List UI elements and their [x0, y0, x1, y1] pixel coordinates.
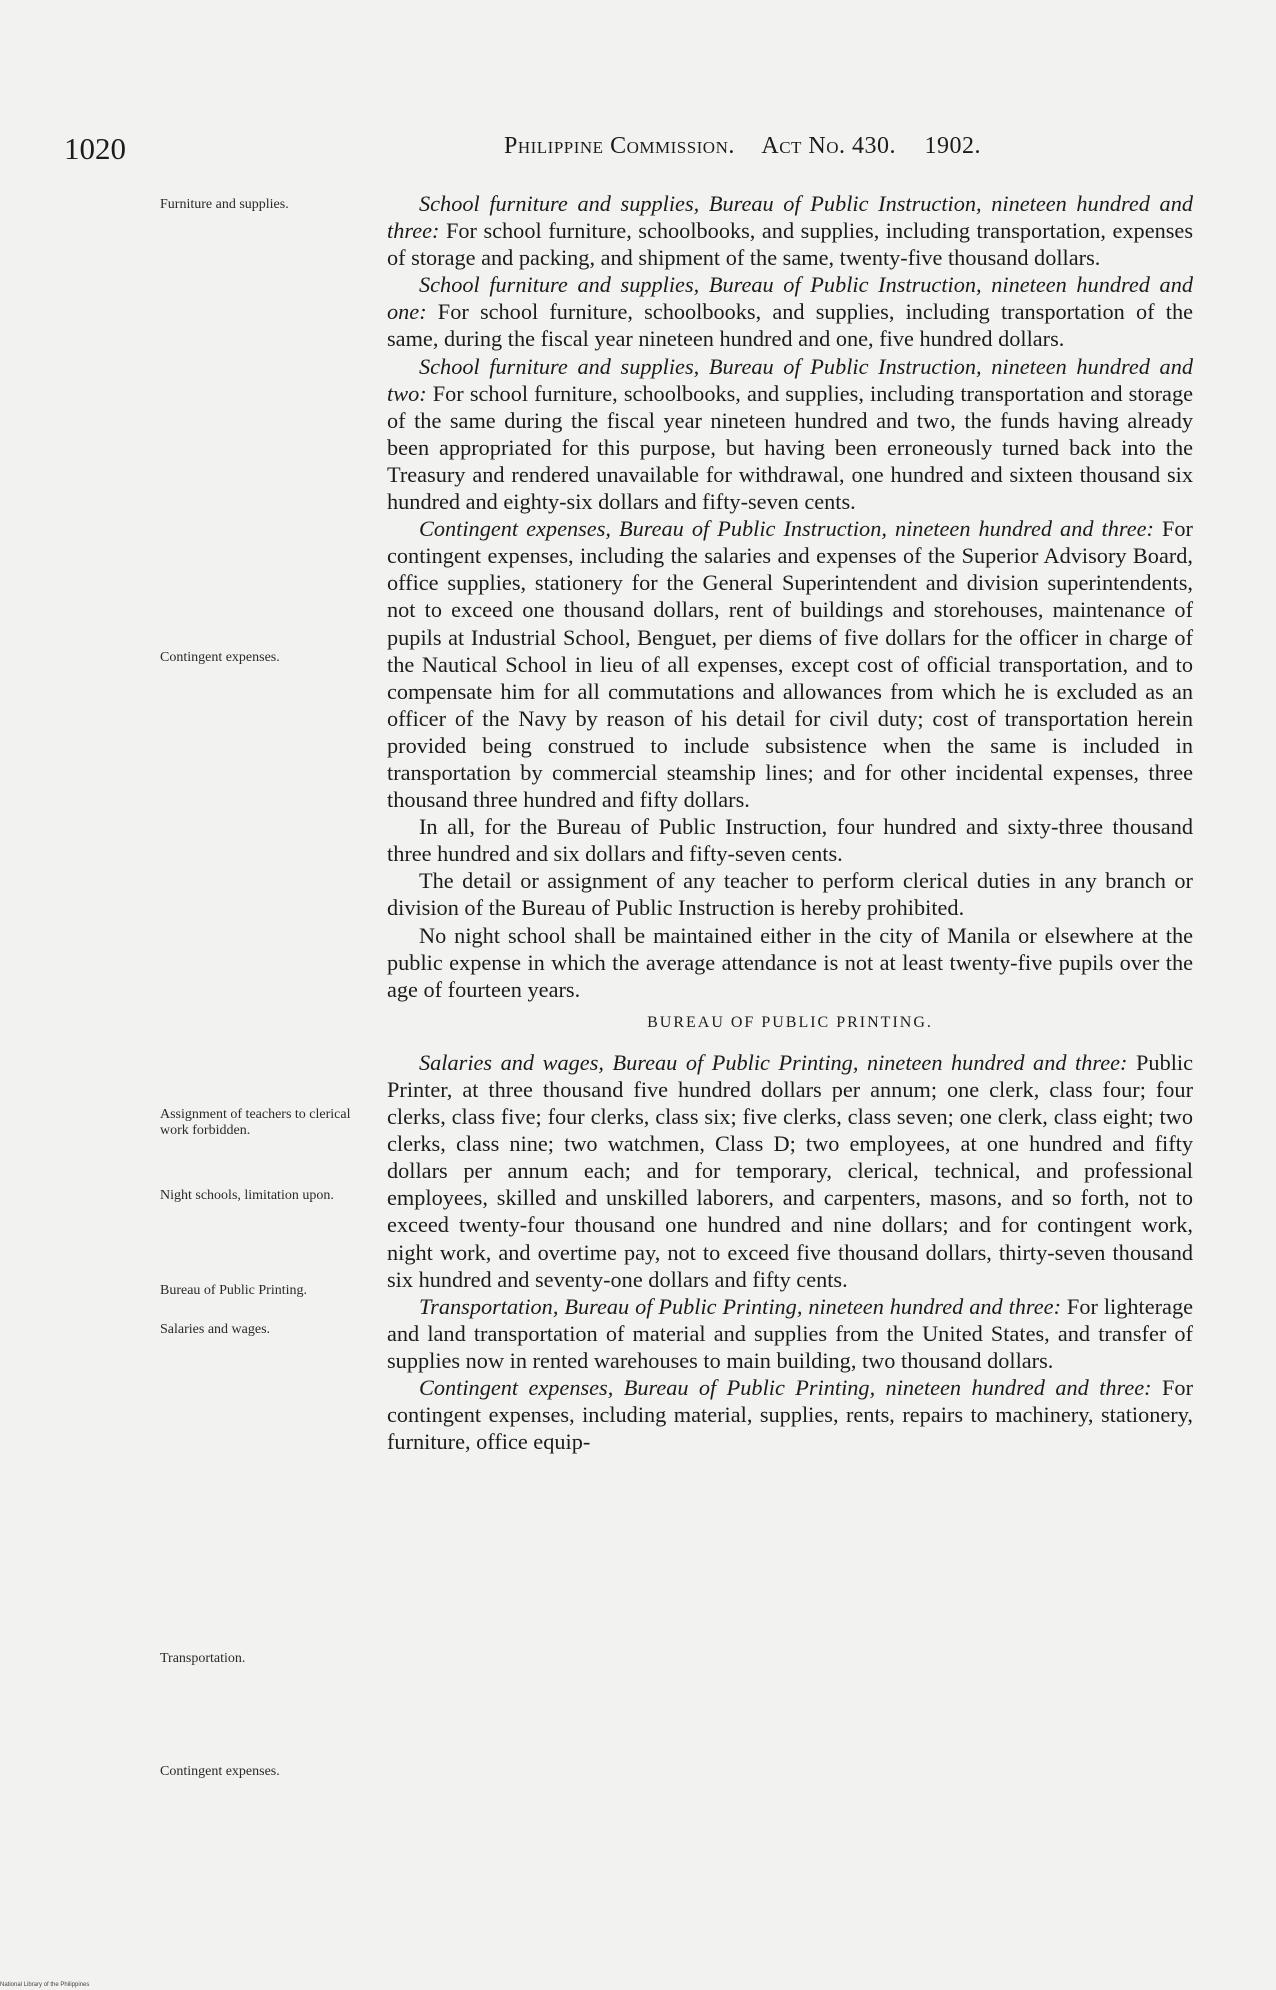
paragraph	[387, 353, 1193, 516]
paragraph-text: For school furniture, schoolbooks, and supplies, including transportation, expenses of storage and packing, and shipment of the same, twenty-five thousand dollars.	[387, 218, 1193, 271]
running-head-year: 1902.	[924, 133, 982, 159]
paragraph-text: For contingent expenses, including material, supplies, rents, repairs to machinery, stationery, furniture, office equip-	[387, 1375, 1193, 1455]
margin-note: Salaries and wages.	[160, 1322, 271, 1337]
margin-note: Night schools, limitation upon.	[160, 1188, 334, 1203]
paragraph	[387, 190, 1193, 271]
paragraph	[387, 1049, 1193, 1293]
paragraph-text: For contingent expenses, including the salaries and expenses of the Superior Advisory Board, office supplies, stationery for the General Superintendent and division superintendents, not to exceed one thousand dollars, rent of buildings and storehouses, maintenance of pupils at Industrial School, Benguet, per diems of five dollars for the officer in charge of the Nautical School in lieu of all expenses, except cost of official transportation, and to compensate him for all commutations and allowances from which he is excluded as an officer of the Navy by reason of his detail for civil duty; cost of transportation herein provided being construed to include subsistence when the same is included in transportation by commercial steamship lines; and for other incidental expenses, three thousand three hundred and fifty dollars.	[387, 516, 1193, 813]
paragraph-text: For school furniture, schoolbooks, and supplies, including transportation and storage of the same during the fiscal year nineteen hundred and two, the funds having already been appropriated for this purpose, but having been erroneously turned back into the Treasury and rendered unavailable for withdrawal, one hundred and sixteen thousand six hundred and eighty-six dollars and fifty-seven cents.	[387, 380, 1193, 515]
paragraph	[387, 1293, 1193, 1374]
margin-note: Contingent expenses.	[160, 650, 280, 665]
paragraph	[387, 271, 1193, 352]
page-number: 1020	[64, 131, 126, 166]
margin-note: Transportation.	[160, 1651, 246, 1666]
paragraph-text: The detail or assignment of any teacher to perform clerical duties in any branch or division of the Bureau of Public Instruction is hereby prohibited.	[387, 868, 1193, 921]
paragraph-heading: Contingent expenses, Bureau of Public Instruction, nineteen hundred and three:	[419, 516, 1154, 542]
paragraph-heading: Contingent expenses, Bureau of Public Printing, nineteen hundred and three:	[419, 1375, 1152, 1401]
paragraph	[387, 1374, 1193, 1455]
paragraph-text: In all, for the Bureau of Public Instruction, four hundred and sixty-three thousand three hundred and six dollars and fifty-seven cents.	[387, 814, 1193, 867]
running-head	[504, 133, 981, 160]
running-head-title: Philippine Commission.	[504, 133, 735, 159]
paragraph-heading: Transportation, Bureau of Public Printing, nineteen hundred and three:	[419, 1293, 1061, 1319]
paragraph-heading: School furniture and supplies, Bureau of Public Instruction, nineteen hundred and two:	[387, 353, 1193, 406]
body-text	[387, 190, 1193, 1455]
paragraph-heading: School furniture and supplies, Bureau of Public Instruction, nineteen hundred and three:	[387, 191, 1193, 244]
section-heading: BUREAU OF PUBLIC PRINTING.	[647, 1013, 933, 1031]
margin-note: Assignment of teachers to clerical work forbidden.	[160, 1107, 351, 1138]
paragraph-heading: School furniture and supplies, Bureau of Public Instruction, nineteen hundred and one:	[387, 272, 1193, 325]
paragraph-text: No night school shall be maintained either in the city of Manila or elsewhere at the public expense in which the average attendance is not at least twenty-five pupils over the age of fourteen years.	[387, 922, 1193, 1002]
margin-note: Contingent expenses.	[160, 1764, 280, 1779]
margin-note: Bureau of Public Printing.	[160, 1283, 307, 1298]
paragraph-heading: Salaries and wages, Bureau of Public Printing, nineteen hundred and three:	[419, 1049, 1128, 1075]
paragraph-text: For school furniture, schoolbooks, and supplies, including transportation of the same, during the fiscal year nineteen hundred and one, five hundred dollars.	[387, 299, 1193, 352]
paragraph-text: For lighterage and land transportation of material and supplies from the United States, and transfer of supplies now in rented warehouses to main building, two thousand dollars.	[387, 1293, 1193, 1373]
paragraph	[387, 867, 1193, 921]
paragraph	[387, 922, 1193, 1003]
paragraph-text: Public Printer, at three thousand five hundred dollars per annum; one clerk, class four; four clerks, class five; four clerks, class six; five clerks, class seven; one clerk, class eight; two clerks, class nine; two watchmen, Class D; two employees, at one hundred and fifty dollars per annum each; and for temporary, clerical, technical, and professional employees, skilled and unskilled laborers, and carpenters, masons, and so forth, not to exceed twenty-four thousand one hundred and nine dollars; and for contingent work, night work, and overtime pay, not to exceed five thousand dollars, thirty-seven thousand six hundred and seventy-one dollars and fifty cents.	[387, 1049, 1194, 1292]
paragraph	[387, 813, 1193, 867]
scan-footer: National Library of the Philippines	[0, 1982, 90, 1988]
running-head-act: Act No. 430.	[761, 133, 897, 159]
margin-note: Furniture and supplies.	[160, 197, 289, 212]
paragraph	[387, 515, 1193, 813]
